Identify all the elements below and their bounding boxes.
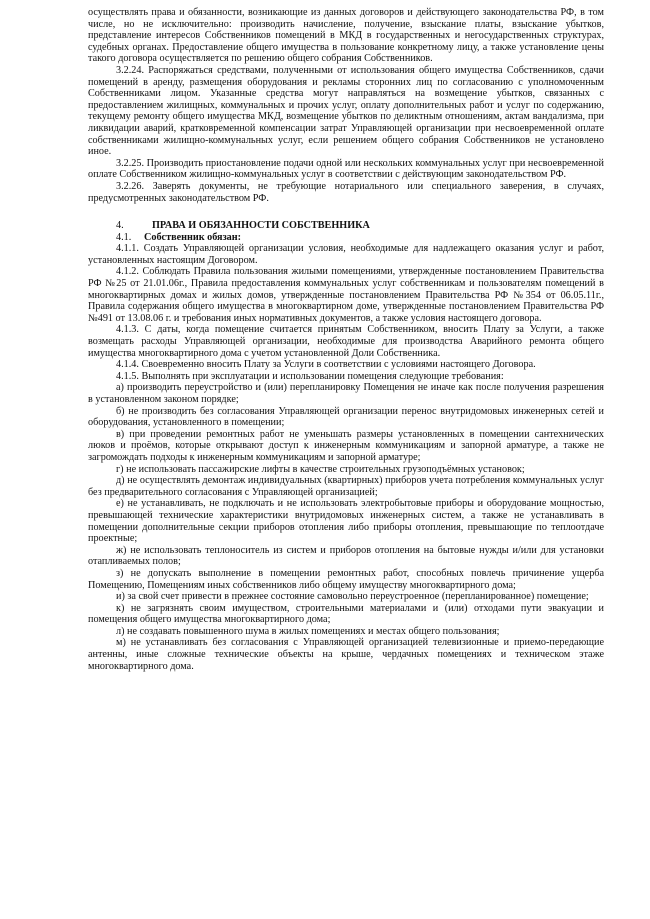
paragraph: д) не осуществлять демонтаж индивидуальных (квартирных) приборов учета потребления коммунальных услуг без предварительного согласования с Управляющей организацией; <box>88 475 604 498</box>
section-number: 4. <box>116 220 124 232</box>
paragraph: 4.1.3. С даты, когда помещение считается принятым Собственником, вносить Плату за Услуги, а также возмещать расходы Управляющей организации, необходимые для производства Аварийного ремонта общего имущества многоквартирного дома с учетом установленной Доли Собственника. <box>88 324 604 359</box>
paragraph: 3.2.26. Заверять документы, не требующие нотариального или специального заверения, в случаях, предусмотренных законодательством РФ. <box>88 180 604 204</box>
paragraph: а) производить переустройство и (или) перепланировку Помещения не иначе как после получения разрешения в установленном законом порядке; <box>88 382 604 405</box>
paragraph: б) не производить без согласования Управляющей организации перенос внутридомовых инженерных сетей и оборудования, установленного в помещении; <box>88 405 604 429</box>
paragraph: в) при проведении ремонтных работ не уменьшать размеры установленных в помещении сантехнических люков и проёмов, которые открывают доступ к инженерным коммуникациям и запорной арматуре, а также не загромождать подходы к инженерным коммуникациям и запорной арматуре; <box>88 428 604 463</box>
paragraph: осуществлять права и обязанности, возникающие из данных договоров и действующего законодательства РФ, в том числе, но не исключительно: производить начисление, получение, взыскание платы, взыскание убытков, представление интересов Собственников помещений в МКД в государственных и негосударственных структурах, судебных органах. Предоставление общего имущества в пользование конкретному лицу, а также установление цены такого договора осуществляется по решению общего собрания Собственников. <box>88 7 604 65</box>
paragraph: ж) не использовать теплоноситель из систем и приборов отопления на бытовые нужды и/или для установки отапливаемых полов; <box>88 544 604 568</box>
paragraph: л) не создавать повышенного шума в жилых помещениях и местах общего пользования; <box>116 625 500 637</box>
paragraph: к) не загрязнять своим имуществом, строительными материалами и (или) отходами пути эвакуации и помещения общего имущества многоквартирного дома; <box>88 602 604 626</box>
paragraph: 4.1.5. Выполнять при эксплуатации и использовании помещения следующие требования: <box>116 370 504 382</box>
paragraph: 3.2.24. Распоряжаться средствами, полученными от использования общего имущества Собственников, сдачи помещений в аренду, размещения оборудования и рекламы сторонних лиц по согласованию с уполномоченным Собственниками лицом. Указанные средства могут направляться на возмещение убытков, связанных с предоставлением жилищных, коммунальных и прочих услуг, оплату дополнительных работ и услуг по содержанию, текущему ремонту общего имущества МКД, возмещение убытков по деликтным отношениям, актам вандализма, при ликвидации аварий, кратковременной компенсации затрат Управляющей организации при несвоевременной оплате собственниками жилищно-коммунальных услуг, если решением общего собрания Собственников не установлено иное. <box>88 64 604 158</box>
paragraphs-bottom <box>88 243 604 672</box>
paragraph: е) не устанавливать, не подключать и не использовать электробытовые приборы и оборудование мощностью, превышающей технические характеристики внутридомовых инженерных систем, а также не устанавливать в помещении дополнительные секции приборов отопления либо приборы отопления, превышающие по теплоотдаче проектные; <box>88 498 604 545</box>
paragraph: 4.1.2. Соблюдать Правила пользования жилыми помещениями, утвержденные постановлением Правительства РФ №25 от 21.01.06г., Правила предоставления коммунальных услуг собственникам и пользователям помещений в многоквартирных домах и жилых домов, утвержденные постановлением Правительства РФ №354 от 06.05.11г., Правила содержания общего имущества в многоквартирном доме, утвержденные постановлением Правительства РФ №491 от 13.08.06 г. и требования иных нормативных документов, а также условия настоящего договора. <box>88 266 604 324</box>
subsection-heading <box>116 232 604 244</box>
section-heading <box>116 220 604 232</box>
section-title: ПРАВА И ОБЯЗАННОСТИ СОБСТВЕННИКА <box>152 220 370 232</box>
subsection-number: 4.1. <box>116 231 132 243</box>
paragraph: 4.1.1. Создать Управляющей организации условия, необходимые для надлежащего оказания услуг и работ, установленных настоящим Договором. <box>88 243 604 266</box>
document-page <box>88 7 604 672</box>
paragraph: м) не устанавливать без согласования с Управляющей организацией телевизионные и приемо-передающие антенны, иные сложные технические объекты на крыше, чердачных помещениях и техническом этаже многоквартирного дома. <box>88 637 604 672</box>
paragraph: з) не допускать выполнение в помещении ремонтных работ, способных повлечь причинение ущерба Помещению, Помещениям иных собственников либо общему имуществу многоквартирного дома; <box>88 567 604 591</box>
section-gap <box>88 204 604 220</box>
paragraph: г) не использовать пассажирские лифты в качестве строительных грузоподъёмных установок; <box>116 463 525 475</box>
paragraph: 4.1.4. Своевременно вносить Плату за Услуги в соответствии с условиями настоящего Договора. <box>116 359 536 371</box>
subsection-title: Собственник обязан: <box>144 231 242 243</box>
paragraph: и) за свой счет привести в прежнее состояние самовольно переустроенное (перепланированное) помещение; <box>116 591 589 603</box>
paragraph: 3.2.25. Производить приостановление подачи одной или нескольких коммунальных услуг при несвоевременной оплате Собственником жилищно-коммунальных услуг в соответствии с действующим законодательством РФ. <box>88 157 604 181</box>
paragraphs-top <box>88 7 604 204</box>
